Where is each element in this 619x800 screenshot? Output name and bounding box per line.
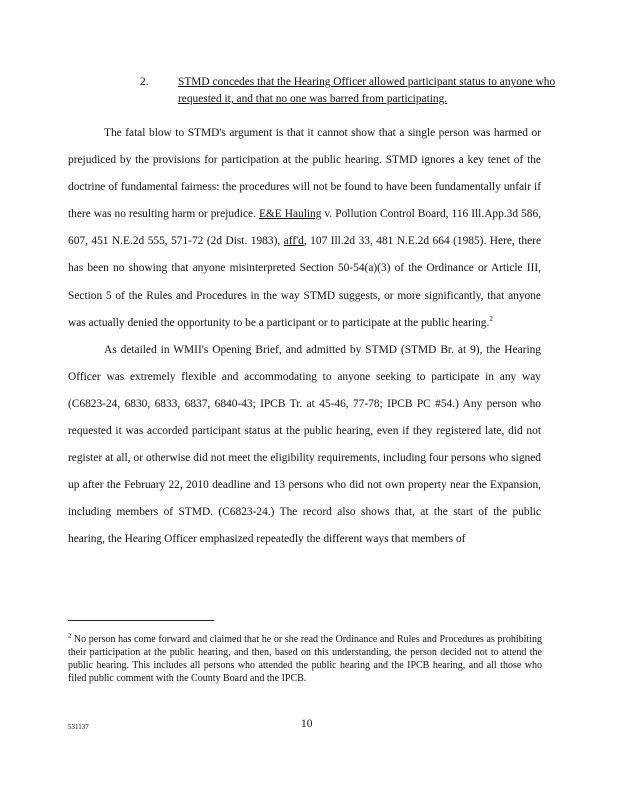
footnote	[68, 633, 542, 685]
footnote-divider	[68, 620, 214, 621]
footnote-reference: 2	[489, 314, 493, 323]
document-id: 531137	[68, 723, 89, 731]
footnote-text: No person has come forward and claimed that he or she read the Ordinance and Rules and Procedures as prohibiting their participation at the public hearing, and then, based on this understanding, the person decided not to attend the public hearing. This includes all persons who attended the public hearing and the IPCB hearing, and all those who filed public comment with the County Board and the IPCB.	[68, 634, 542, 684]
heading-number: 2.	[140, 76, 149, 88]
paragraph-1: The fatal blow to STMD's argument is that it cannot show that a single person was harmed or prejudiced by the provisions for participation at the public hearing. STMD ignores a key tenet of the doctrine of fundamental fairness: the procedures will not be found to have been fundamentally unfair if there was no resulting harm or prejudice. E&E Hauling v. Pollution Control Board, 116 Ill.App.3d 586, 607, 451 N.E.2d 555, 571-72 (2d Dist. 1983), aff'd, 107 Ill.2d 33, 481 N.E.2d 664 (1985). Here, there has been no showing that anyone misinterpreted Section 50-54(a)(3) of the Ordinance or Article III, Section 5 of the Rules and Procedures in the way STMD suggests, or more significantly, that anyone was actually denied the opportunity to be a participant or to participate at the public hearing.$^2$	[68, 127, 541, 329]
footnote-marker: 2	[68, 632, 72, 640]
affd-citation: aff'd	[283, 235, 304, 248]
heading-text: STMD concedes that the Hearing Officer allowed participant status to anyone who requested it, and that no one was barred from participating.	[178, 76, 556, 105]
case-citation: E&E Hauling	[258, 208, 322, 221]
page-number: 10	[301, 718, 313, 730]
paragraph-2: As detailed in WMII's Opening Brief, and admitted by STMD (STMD Br. at 9), the Hearing Officer was extremely flexible and accommodating to anyone seeking to participate in any way (C6823-24, 6830, 6833, 6837, 6840-43; IPCB Tr. at 45-46, 77-78; IPCB PC #54.) Any person who requested it was accorded participant status at the public hearing, even if they registered late, did not register at all, or otherwise did not meet the eligibility requirements, including four persons who signed up after the February 22, 2010 deadline and 13 persons who did not own property near the Expansion, including members of STMD. (C6823-24.) The record also shows that, at the start of the public hearing, the Hearing Officer emphasized repeatedly the different ways that members of	[68, 343, 541, 546]
body-text	[68, 120, 541, 554]
